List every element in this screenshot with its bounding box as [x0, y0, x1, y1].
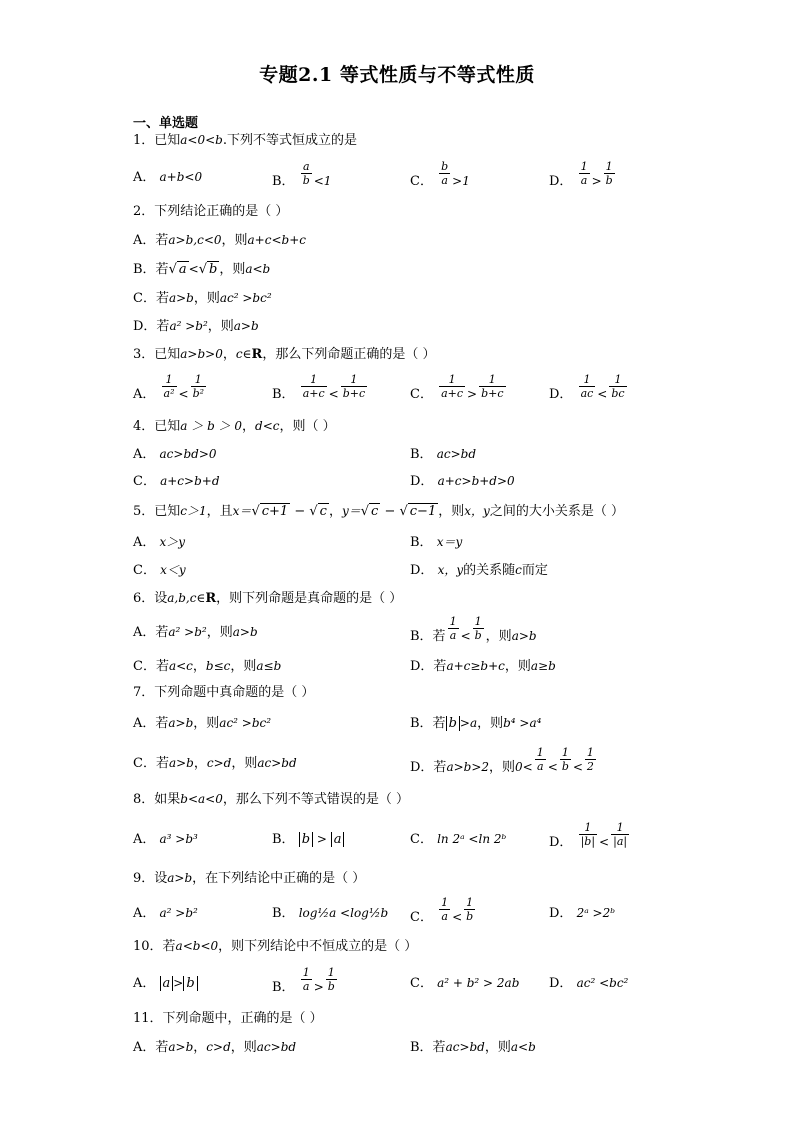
- q7-option-a: A．若a>b，则ac² >bc²: [133, 716, 272, 731]
- q1-condition: a<0<b: [180, 133, 223, 147]
- q2-option-b: B．若√ a <√ b ，则a<b: [133, 262, 271, 277]
- question-10-stem: 10．若a<b<0，则下列结论中不恒成立的是（ ）: [133, 939, 418, 954]
- q6-option-c: C．若a<c，b≤c，则a≤b: [133, 659, 282, 674]
- q10-option-c: C． a² + b² > 2ab: [410, 976, 520, 991]
- q9-option-b: B． log½a <log½b: [272, 906, 389, 921]
- q5-option-c: C． x＜y: [133, 563, 186, 578]
- q7-option-d: D．若a>b>2，则0< $\frac{1}{a}$ < $\frac{1}{b}$ < $\frac{1}{2}$: [410, 746, 594, 775]
- q3-option-d: D． $\frac{1}{ac}$ < $\frac{1}{bc}$: [549, 373, 625, 402]
- q5-option-a: A． x＞y: [133, 535, 186, 550]
- q3-option-b: B． $\frac{1}{a+c}$ < $\frac{1}{b+c}$: [272, 373, 366, 402]
- page-title: 专题2.1 等式性质与不等式性质: [259, 64, 535, 86]
- q9-option-a: A． a² >b²: [133, 906, 198, 921]
- q1-option-c: C． $\frac{b}{a}$ >1: [410, 160, 470, 189]
- q8-option-d: D． $\frac{1}{|b|}$ < $\frac{1}{|a|}$: [549, 821, 628, 850]
- question-7-stem: 7．下列命题中真命题的是（ ）: [133, 685, 315, 700]
- q2-option-a: A．若a>b,c<0，则a+c<b+c: [133, 233, 306, 248]
- q3-option-c: C． $\frac{1}{a+c}$ > $\frac{1}{b+c}$: [410, 373, 504, 402]
- q2-option-c: C．若a>b，则ac² >bc²: [133, 291, 272, 306]
- question-4-stem: 4．已知a ＞ b ＞ 0，d<c，则（ ）: [133, 419, 336, 434]
- q4-option-a: A． ac>bd>0: [133, 447, 217, 462]
- question-8-stem: 8．如果b<a<0，那么下列不等式错误的是（ ）: [133, 792, 410, 807]
- question-6-stem: 6．设a,b,c∈R，则下列命题是真命题的是（ ）: [133, 591, 403, 606]
- q9-option-d: D． 2ᵃ >2ᵇ: [549, 906, 616, 921]
- q1-option-d: D． $\frac{1}{a}$ > $\frac{1}{b}$: [549, 160, 613, 189]
- q7-option-b: B．若 b >a，则b⁴ >a⁴: [410, 716, 542, 731]
- q6-option-b: B．若 $\frac{1}{a}$ < $\frac{1}{b}$ ，则a>b: [410, 615, 537, 644]
- q2-option-d: D．若a² >b²，则a>b: [133, 319, 259, 334]
- question-9-stem: 9．设a>b，在下列结论中正确的是（ ）: [133, 871, 366, 886]
- q9-option-c: C． $\frac{1}{a}$ < $\frac{1}{b}$: [410, 896, 474, 925]
- question-1-stem: [133, 131, 357, 150]
- q6-option-a: A．若a² >b²，则a>b: [133, 625, 258, 640]
- question-11-stem: 11．下列命题中，正确的是（ ）: [133, 1011, 323, 1026]
- q10-option-b: B． $\frac{1}{a}$ > $\frac{1}{b}$: [272, 966, 335, 995]
- q7-option-c: C．若a>b，c>d，则ac>bd: [133, 756, 297, 771]
- q10-option-a: A． a > b: [133, 974, 198, 993]
- q6-option-d: D．若a+c≥b+c，则a≥b: [410, 659, 556, 674]
- q8-option-c: C． ln 2ᵃ <ln 2ᵇ: [410, 832, 507, 847]
- q5-option-d: D． x，y的关系随c而定: [410, 563, 548, 578]
- q1-prefix: 1．已知: [133, 133, 181, 148]
- question-5-stem: 5．已知c＞1，且x＝√ c+1 − √ c ，y＝√ c − √ c−1 ，则x，y之间的大小关系是（ ）: [133, 504, 624, 519]
- q3-option-a: A． $\frac{1}{\text{a²}}$ < $\frac{1}{\text{b²}}$: [133, 373, 205, 402]
- q8-option-b: B． b > a: [272, 830, 344, 849]
- q11-option-a: A．若a>b，c>d，则ac>bd: [133, 1040, 297, 1055]
- q4-option-b: B． ac>bd: [410, 447, 476, 462]
- q10-option-d: D． ac² <bc²: [549, 976, 629, 991]
- question-3-stem: 3．已知a>b>0，c∈R，那么下列命题正确的是（ ）: [133, 347, 436, 362]
- q5-option-b: B． x＝y: [410, 535, 463, 550]
- q1-suffix: .下列不等式恒成立的是: [222, 133, 358, 148]
- q4-option-d: D． a+c>b+d>0: [410, 474, 515, 489]
- q1-option-a: A． a+b<0: [133, 170, 203, 185]
- q1-option-b: B． $\frac{a}{b}$ <1: [272, 160, 332, 189]
- q11-option-b: B．若ac>bd，则a<b: [410, 1040, 536, 1055]
- section-heading: 一、单选题: [133, 116, 199, 131]
- question-2-stem: 2．下列结论正确的是（ ）: [133, 204, 289, 219]
- q4-option-c: C． a+c>b+d: [133, 474, 220, 489]
- q8-option-a: A． a³ >b³: [133, 832, 198, 847]
